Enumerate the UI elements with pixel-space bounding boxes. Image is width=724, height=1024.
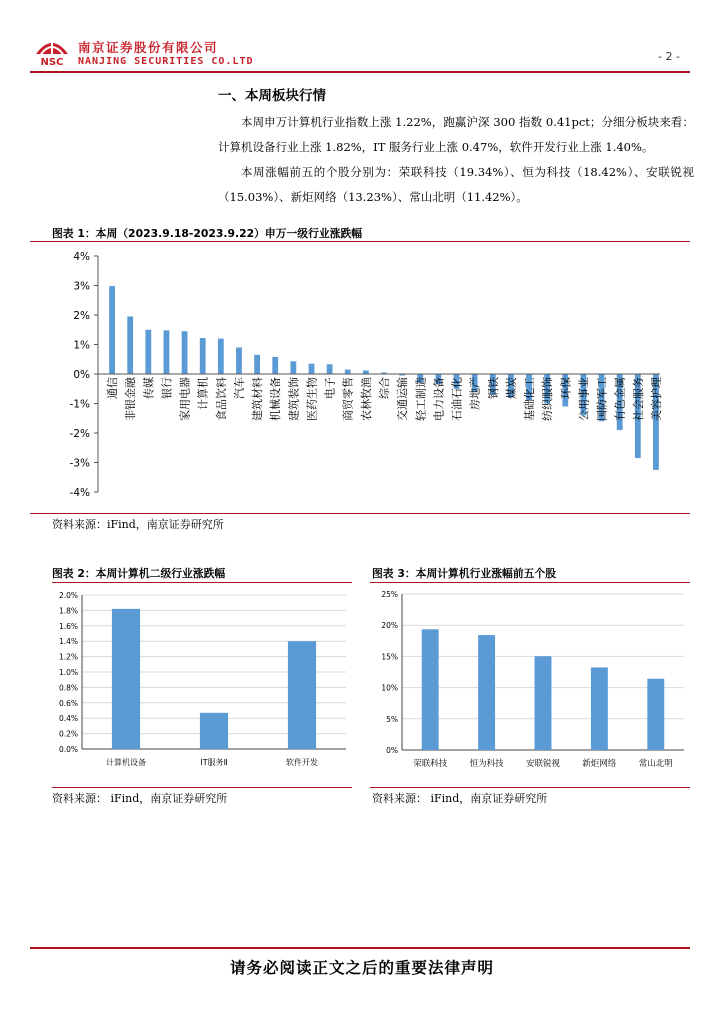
x-tick-label: 恒为科技 [469,759,504,769]
x-tick-label: 传媒 [142,377,156,399]
x-tick-label: 常山北明 [638,759,673,769]
y-tick-label: -4% [69,487,90,499]
y-tick-label: 1% [73,339,90,352]
x-tick-label: 银行 [160,377,174,399]
y-tick-label: 25% [381,590,398,599]
figure-1-title: 图表 1：本周（2023.9.18-2023.9.22）申万一级行业涨跌幅 [52,227,363,240]
section-heading: 一、本周板块行情 [218,88,326,104]
figure-1-source: 资料来源：iFind，南京证券研究所 [52,518,224,531]
bar [236,347,242,374]
x-tick-label: 机械设备 [269,377,283,421]
industry-change-chart [40,244,680,506]
figure-3-source: 资料来源： iFind，南京证券研究所 [372,792,548,805]
y-tick-label: 1.8% [58,606,78,616]
y-tick-label: 0% [73,369,90,381]
x-tick-label: 计算机 [196,377,210,410]
x-tick-label: 有色金属 [613,377,627,421]
bar [182,331,188,374]
y-tick-label: 1.2% [58,652,78,662]
x-tick-label: 综合 [378,377,391,399]
x-tick-label: 钢铁 [486,377,500,399]
bar [254,355,260,374]
x-tick-label: 通信 [106,377,120,399]
company-name-en: NANJING SECURITIES CO.LTD [78,56,254,67]
bar [647,679,664,750]
x-tick-label: 房地产 [468,377,482,410]
y-tick-label: 0.2% [58,729,78,739]
x-tick-label: 建筑装饰 [287,377,301,421]
paragraph: 本周申万计算机行业指数上涨 1.22%，跑赢沪深 300 指数 0.41pct；分细分板块来看：计算机设备行业上涨 1.82%，IT 服务行业上涨 0.47%，软件开发行业上涨 1.40%。 [218,115,694,154]
y-tick-label: 1.0% [58,668,78,677]
y-tick-label: 4% [73,251,90,263]
y-tick-label: 3% [73,280,90,293]
x-tick-label: 建筑材料 [251,377,265,421]
paragraph: 本周涨幅前五的个股分别为：荣联科技（19.34%）、恒为科技（18.42%）、安联锐视（15.03%）、新炬网络（13.23%）、常山北明（11.42%）。 [218,165,694,204]
bar [164,330,170,374]
x-tick-label: 煤炭 [504,377,518,399]
x-tick-label: IT服务Ⅱ [200,758,228,767]
legal-notice: 请务必阅读正文之后的重要法律声明 [229,959,494,977]
x-tick-label: 非银金融 [124,377,138,421]
bar [363,370,369,374]
x-tick-label: 新炬网络 [582,759,617,769]
bar [535,656,552,750]
x-tick-label: 家用电器 [178,377,192,421]
figure-2-title: 图表 2：本周计算机二级行业涨跌幅 [52,567,226,580]
bar [272,357,278,374]
x-tick-label: 医药生物 [305,377,319,421]
x-tick-label: 计算机设备 [106,758,146,767]
header-rule [30,71,690,73]
x-tick-label: 食品饮料 [214,377,228,421]
footer-rule [30,947,690,949]
x-tick-label: 农林牧渔 [359,377,373,421]
page-number: - 2 - [658,50,680,63]
y-tick-label: -2% [69,428,90,440]
x-tick-label: 电力设备 [432,377,446,421]
figure-3-bottom-rule [370,787,690,788]
x-tick-label: 社会服务 [631,377,645,421]
top5-stocks-chart [370,586,690,778]
x-tick-label: 环保 [559,377,573,399]
bar [591,667,608,750]
y-tick-label: 1.6% [58,621,78,631]
y-tick-label: 0.0% [58,745,78,754]
figure-1-top-rule [30,241,690,242]
bar [327,364,333,374]
x-tick-label: 纺织服饰 [541,376,555,421]
y-tick-label: 0.6% [58,698,78,708]
y-tick-label: 20% [381,621,398,631]
bar [478,635,495,750]
bar [200,338,206,374]
sub-industry-change-chart [52,586,352,778]
y-tick-label: 2.0% [58,591,78,600]
x-tick-label: 国防军工 [595,377,609,421]
bar [145,330,151,374]
y-tick-label: -1% [69,398,90,411]
bar [290,361,296,374]
x-tick-label: 石油石化 [450,377,464,421]
y-tick-label: 15% [381,652,398,662]
y-tick-label: 0.8% [58,683,78,693]
figure-2-source: 资料来源： iFind，南京证券研究所 [52,792,228,805]
figure-3-title: 图表 3：本周计算机行业涨幅前五个股 [372,567,557,580]
bar [109,286,115,374]
y-tick-label: 2% [73,310,90,322]
x-tick-label: 安联锐视 [525,759,561,769]
x-tick-label: 汽车 [232,377,246,399]
x-tick-label: 轻工制造 [414,377,428,421]
figure-3-top-rule [370,582,690,583]
y-tick-label: 10% [381,683,398,693]
bar [200,713,228,749]
bar [422,629,439,750]
figure-2-bottom-rule [52,787,352,788]
bar [127,316,133,374]
x-tick-label: 电子 [323,377,337,399]
y-tick-label: -3% [69,457,90,470]
y-tick-label: 1.4% [58,637,78,647]
figure-2-top-rule [52,582,352,583]
x-tick-label: 基础化工 [523,376,537,421]
logo-text: NSC [40,57,64,68]
x-tick-label: 公用事业 [577,377,591,421]
nsc-logo [30,34,74,70]
body-text [218,110,694,210]
y-tick-label: 5% [386,714,398,724]
x-tick-label: 软件开发 [286,758,318,767]
x-tick-label: 美容护理 [649,377,663,421]
x-tick-label: 交通运输 [396,377,410,421]
bar [218,339,224,374]
y-tick-label: 0.4% [58,714,78,724]
x-tick-label: 商贸零售 [341,377,355,421]
bar [288,641,316,749]
bar [112,609,140,749]
figure-1-bottom-rule [30,513,690,514]
x-tick-label: 荣联科技 [413,759,448,769]
bar [309,364,315,374]
y-tick-label: 0% [386,746,398,755]
bar [345,370,351,374]
company-name-cn: 南京证券股份有限公司 [78,40,219,55]
